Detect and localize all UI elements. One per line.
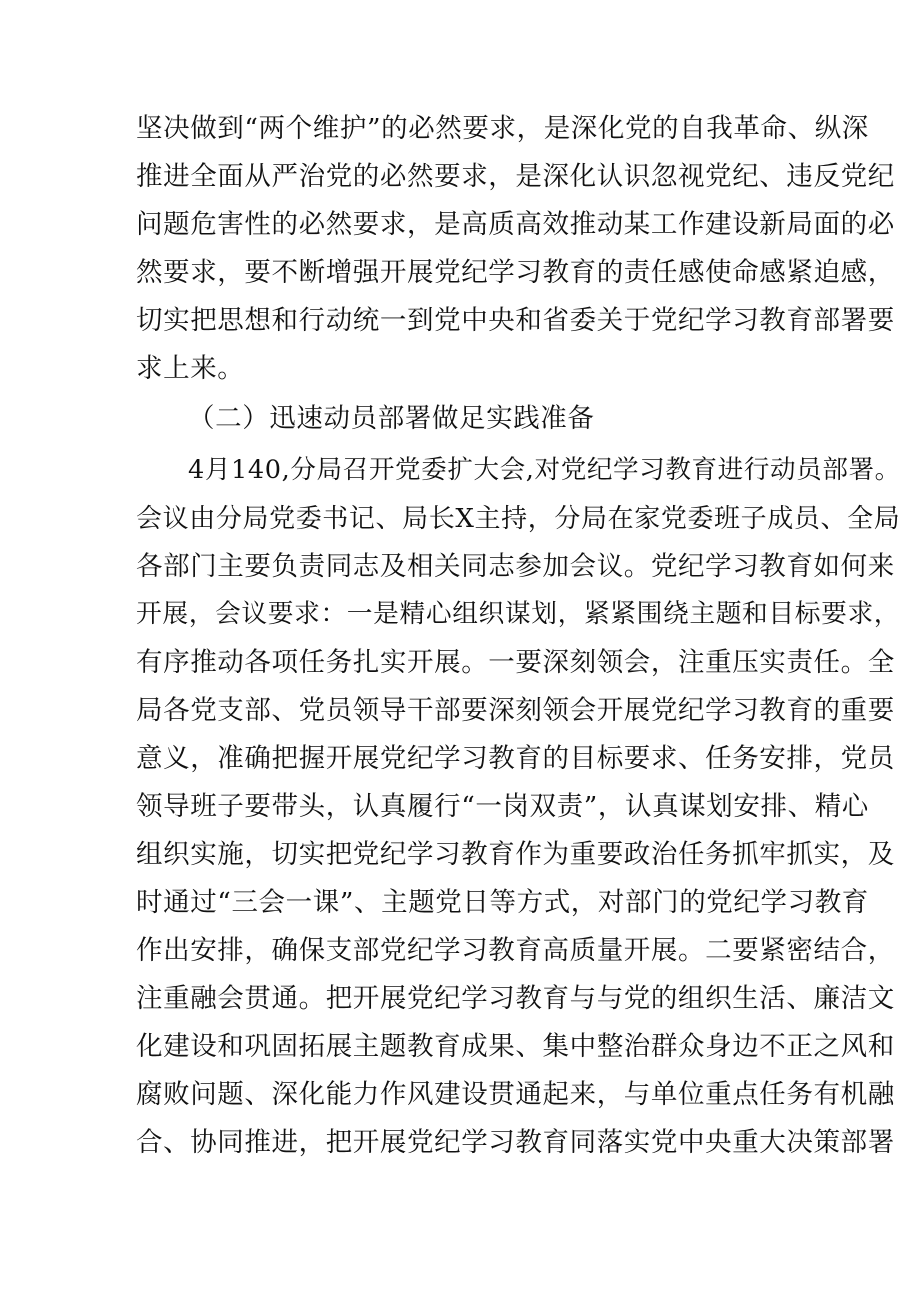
paragraph-line-18: 注重融会贯通。把开展党纪学习教育与与党的组织生活、廉洁文	[136, 983, 895, 1014]
paragraph-line-14: 领导班子要带头，认真履行“一岗双责”，认真谋划安排、精心	[136, 791, 869, 822]
paragraph-line-5: 切实把思想和行动统一到党中央和省委关于党纪学习教育部署要	[136, 305, 895, 336]
paragraph-line-20: 腐败问题、深化能力作风建设贯通起来，与单位重点任务有机融	[136, 1079, 895, 1110]
paragraph-line-16: 时通过“三会一课”、主题党日等方式，对部门的党纪学习教育	[136, 887, 869, 918]
paragraph-line-11: 有序推动各项任务扎实开展。一要深刻领会，注重压实责任。全	[136, 647, 895, 678]
paragraph-line-13: 意义，准确把握开展党纪学习教育的目标要求、任务安排，党员	[136, 743, 895, 774]
paragraph-line-10: 开展，会议要求：一是精心组织谋划，紧紧围绕主题和目标要求，	[136, 599, 901, 629]
paragraph-line-4: 然要求，要不断增强开展党纪学习教育的责任感使命感紧迫感，	[136, 257, 895, 288]
paragraph-line-6: 求上来。	[136, 353, 245, 384]
paragraph-line-8: 会议由分局党委书记、局长X主持，分局在家党委班子成员、全局	[136, 504, 901, 534]
paragraph-line-9: 各部门主要负责同志及相关同志参加会议。党纪学习教育如何来	[136, 551, 895, 582]
paragraph-line-1: 坚决做到“两个维护”的必然要求，是深化党的自我革命、纵深	[136, 113, 869, 144]
paragraph-line-15: 组织实施，切实把党纪学习教育作为重要政治任务抓牢抓实，及	[136, 839, 895, 870]
paragraph-line-19: 化建设和巩固拓展主题教育成果、集中整治群众身边不正之风和	[136, 1031, 895, 1062]
paragraph-line-12: 局各党支部、党员领导干部要深刻领会开展党纪学习教育的重要	[136, 695, 895, 726]
paragraph-line-2: 推进全面从严治党的必然要求，是深化认识忽视党纪、违反党纪	[136, 161, 895, 192]
paragraph-line-3: 问题危害性的必然要求，是高质高效推动某工作建设新局面的必	[136, 209, 895, 240]
paragraph-line-7: 4月140,分局召开党委扩大会,对党纪学习教育进行动员部署。	[188, 455, 901, 485]
section-heading: （二）迅速动员部署做足实践准备	[188, 403, 595, 434]
paragraph-line-21: 合、协同推进，把开展党纪学习教育同落实党中央重大决策部署	[136, 1127, 895, 1158]
paragraph-line-17: 作出安排，确保支部党纪学习教育高质量开展。二要紧密结合，	[136, 935, 895, 966]
